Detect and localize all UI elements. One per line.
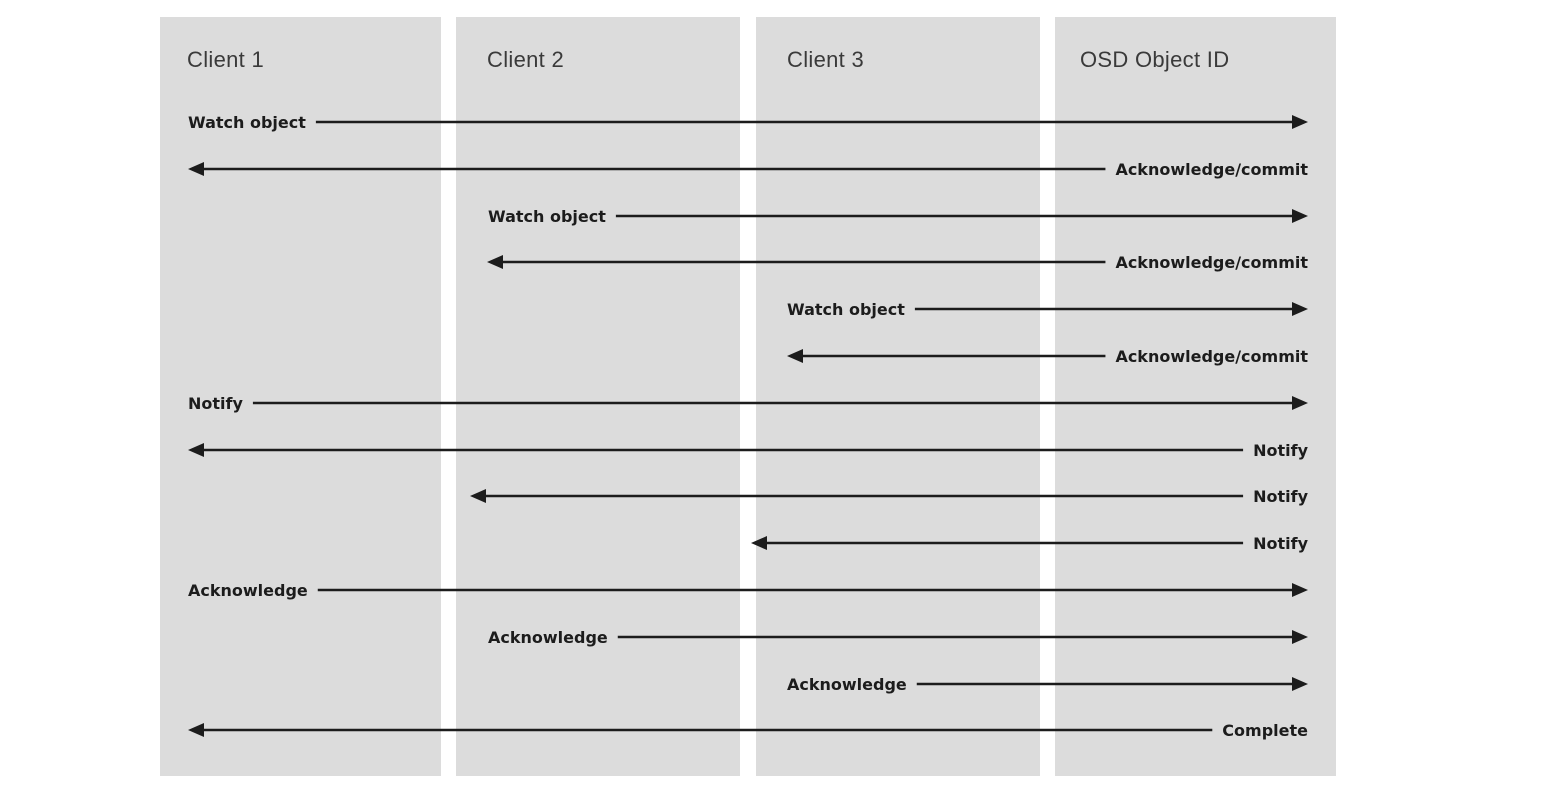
lane-title-client-3: Client 3 xyxy=(787,47,864,72)
lane-title-osd: OSD Object ID xyxy=(1080,47,1230,72)
message-label: Notify xyxy=(1253,487,1308,506)
message-label: Notify xyxy=(188,394,243,413)
lane-client-2 xyxy=(456,17,740,776)
message-label: Acknowledge/commit xyxy=(1115,347,1308,366)
message-label: Acknowledge/commit xyxy=(1115,253,1308,272)
message-label: Notify xyxy=(1253,441,1308,460)
message-label: Acknowledge xyxy=(188,581,308,600)
message-label: Acknowledge xyxy=(787,675,907,694)
message-label: Acknowledge xyxy=(488,628,608,647)
lane-title-client-1: Client 1 xyxy=(187,47,264,72)
message-label: Watch object xyxy=(787,300,905,319)
message-label: Watch object xyxy=(188,113,306,132)
message-label: Watch object xyxy=(488,207,606,226)
lane-client-3 xyxy=(756,17,1040,776)
message-label: Complete xyxy=(1222,721,1308,740)
message-label: Notify xyxy=(1253,534,1308,553)
lane-title-client-2: Client 2 xyxy=(487,47,564,72)
lane-osd xyxy=(1055,17,1336,776)
message-label: Acknowledge/commit xyxy=(1115,160,1308,179)
